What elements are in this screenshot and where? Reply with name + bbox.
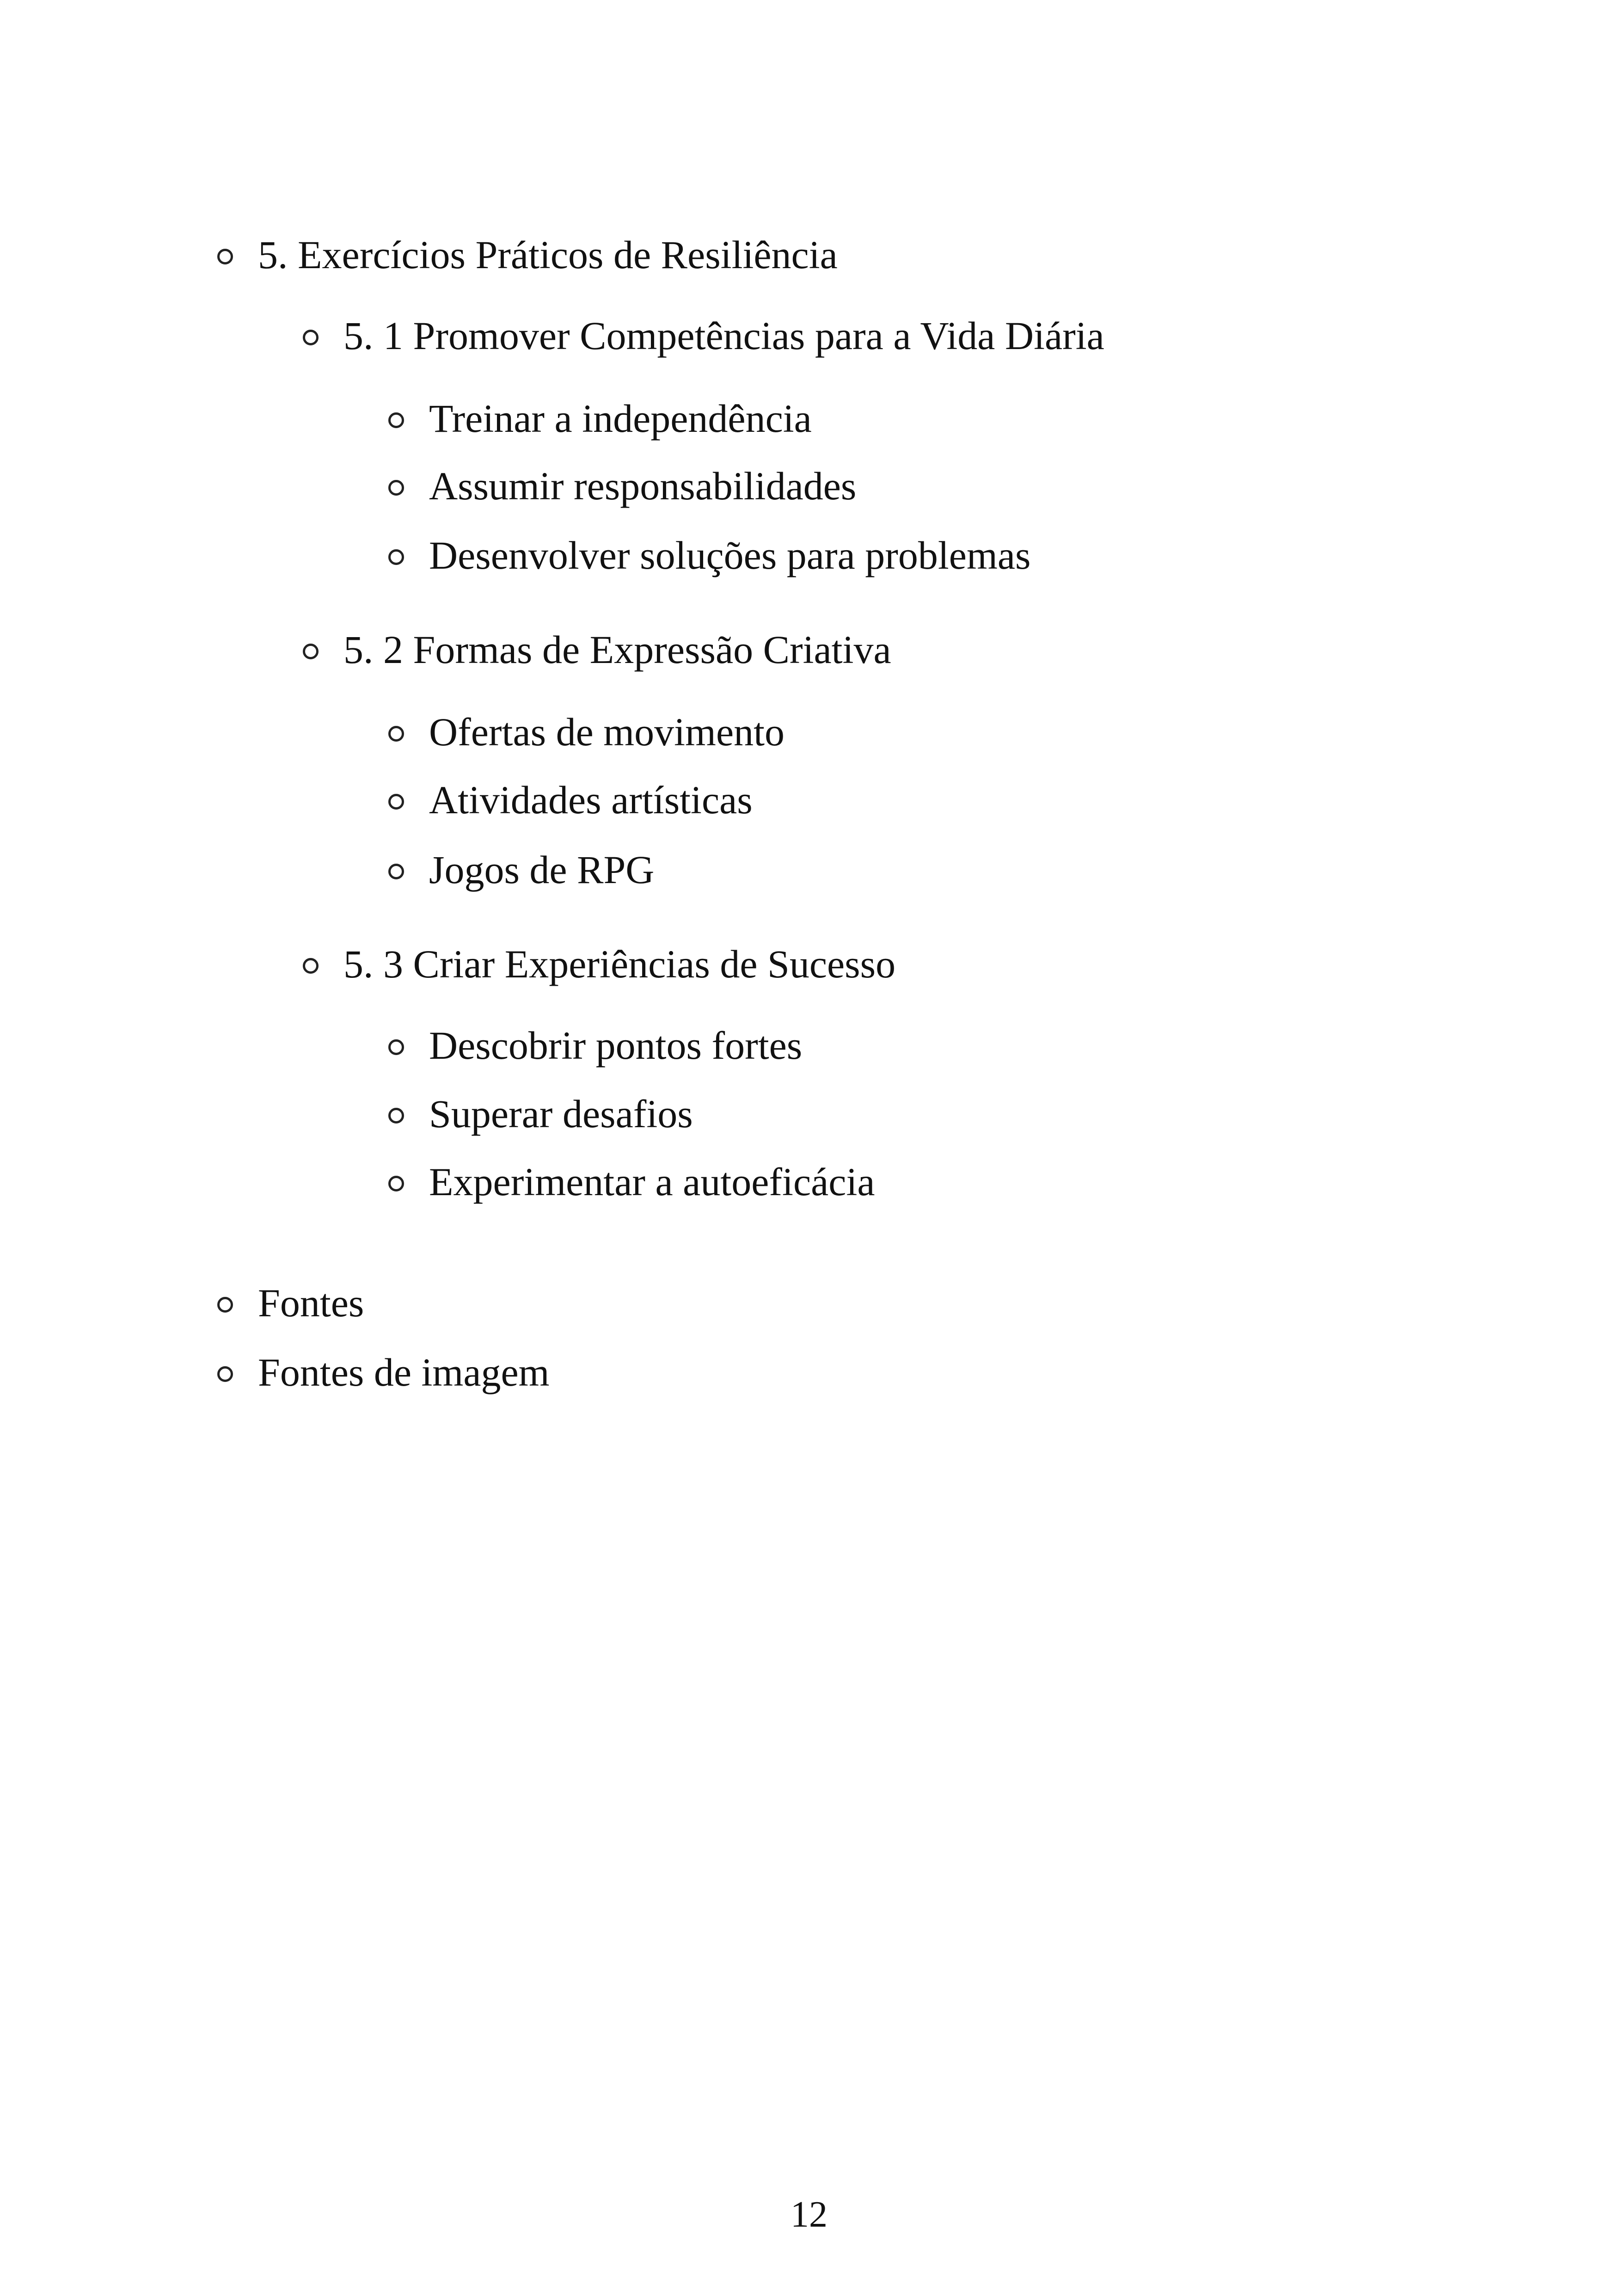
toc-entry-label: Ofertas de movimento	[429, 710, 785, 754]
toc-entry-label: Experimentar a autoeficácia	[429, 1160, 875, 1204]
toc-entry-item[interactable]	[388, 396, 812, 441]
hollow-circle-bullet-icon	[388, 1176, 404, 1191]
toc-entry-label: 5. 1 Promover Competências para a Vida Diária	[343, 313, 1104, 358]
toc-entry-label: Atividades artísticas	[429, 778, 753, 822]
toc-entry-label: Assumir responsabilidades	[429, 464, 857, 508]
toc-entry-image-sources[interactable]	[217, 1352, 550, 1392]
hollow-circle-bullet-icon	[388, 480, 404, 496]
hollow-circle-bullet-icon	[303, 644, 319, 659]
toc-entry-section-5[interactable]	[217, 235, 838, 275]
hollow-circle-bullet-icon	[388, 726, 404, 742]
toc-entry-item[interactable]	[388, 535, 1031, 575]
hollow-circle-bullet-icon	[303, 330, 319, 345]
toc-entry-sources[interactable]	[217, 1283, 364, 1323]
toc-entry-label: Superar desafios	[429, 1092, 693, 1136]
hollow-circle-bullet-icon	[303, 958, 319, 974]
toc-entry-label: Fontes de imagem	[258, 1350, 550, 1394]
toc-entry-label: 5. Exercícios Práticos de Resiliência	[258, 233, 838, 277]
toc-entry-section-5-1[interactable]	[303, 313, 1104, 358]
hollow-circle-bullet-icon	[217, 1366, 233, 1382]
toc-entry-item[interactable]	[388, 466, 856, 506]
toc-entry-label: Treinar a independência	[429, 396, 812, 441]
toc-entry-label: Fontes	[258, 1281, 364, 1325]
toc-entry-section-5-3[interactable]	[303, 944, 895, 984]
toc-entry-item[interactable]	[388, 1162, 875, 1202]
toc-entry-item[interactable]	[388, 780, 753, 820]
toc-entry-section-5-2[interactable]	[303, 627, 891, 672]
hollow-circle-bullet-icon	[388, 1039, 404, 1055]
hollow-circle-bullet-icon	[388, 864, 404, 879]
hollow-circle-bullet-icon	[217, 1297, 233, 1313]
toc-entry-item[interactable]	[388, 1094, 693, 1134]
toc-entry-item[interactable]	[388, 712, 784, 752]
hollow-circle-bullet-icon	[388, 412, 404, 428]
toc-entry-item[interactable]	[388, 847, 655, 892]
hollow-circle-bullet-icon	[388, 794, 404, 810]
hollow-circle-bullet-icon	[388, 549, 404, 565]
page-number: 12	[791, 2194, 827, 2235]
toc-entry-label: 5. 2 Formas de Expressão Criativa	[343, 627, 891, 672]
toc-entry-label: 5. 3 Criar Experiências de Sucesso	[343, 942, 896, 986]
hollow-circle-bullet-icon	[388, 1108, 404, 1123]
toc-entry-item[interactable]	[388, 1023, 803, 1068]
toc-entry-label: Descobrir pontos fortes	[429, 1023, 803, 1068]
hollow-circle-bullet-icon	[217, 249, 233, 264]
toc-entry-label: Jogos de RPG	[429, 847, 655, 892]
toc-entry-label: Desenvolver soluções para problemas	[429, 533, 1031, 577]
